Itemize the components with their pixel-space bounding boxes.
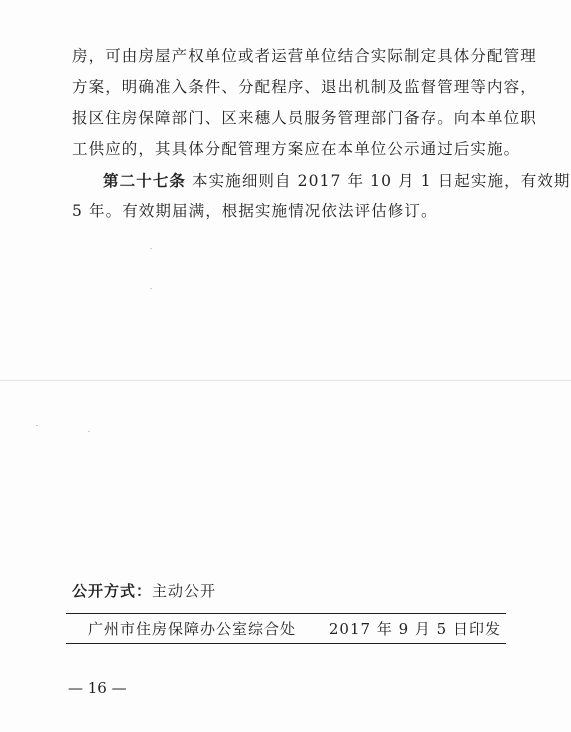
article-text: 本实施细则自 2017 年 10 月 1 日起实施，有效期 (192, 172, 571, 190)
scan-speck (150, 248, 152, 249)
paragraph-continuation (72, 41, 537, 165)
footer-rule-top (66, 613, 506, 614)
scan-speck (150, 288, 152, 289)
scan-fold-line (0, 380, 571, 381)
issuing-office: 广州市住房保障办公室综合处 (88, 620, 297, 638)
scan-speck (36, 425, 38, 426)
footer-rule-bottom (66, 643, 506, 644)
disclosure-label: 公开方式： (72, 582, 153, 600)
paragraph-line: 房，可由房屋产权单位或者运营单位结合实际制定具体分配管理 (72, 47, 537, 65)
paragraph-line: 方案，明确准入条件、分配程序、退出机制及监督管理等内容， (72, 78, 537, 96)
disclosure-method (72, 580, 216, 602)
article-27-second-line: 5 年。有效期届满，根据实施情况依法评估修订。 (72, 202, 438, 220)
issue-date: 2017 年 9 月 5 日印发 (328, 620, 501, 638)
paragraph-line: 工供应的，其具体分配管理方案应在本单位公示通过后实施。 (72, 140, 521, 158)
article-27-first-line (72, 165, 571, 196)
paragraph-line: 报区住房保障部门、区来穗人员服务管理部门备存。向本单位职 (72, 109, 537, 127)
page-number: — 16 — (68, 679, 127, 697)
scan-speck (88, 431, 90, 432)
disclosure-value: 主动公开 (152, 582, 217, 600)
article-number: 第二十七条 (103, 171, 187, 190)
article-27 (72, 165, 571, 227)
